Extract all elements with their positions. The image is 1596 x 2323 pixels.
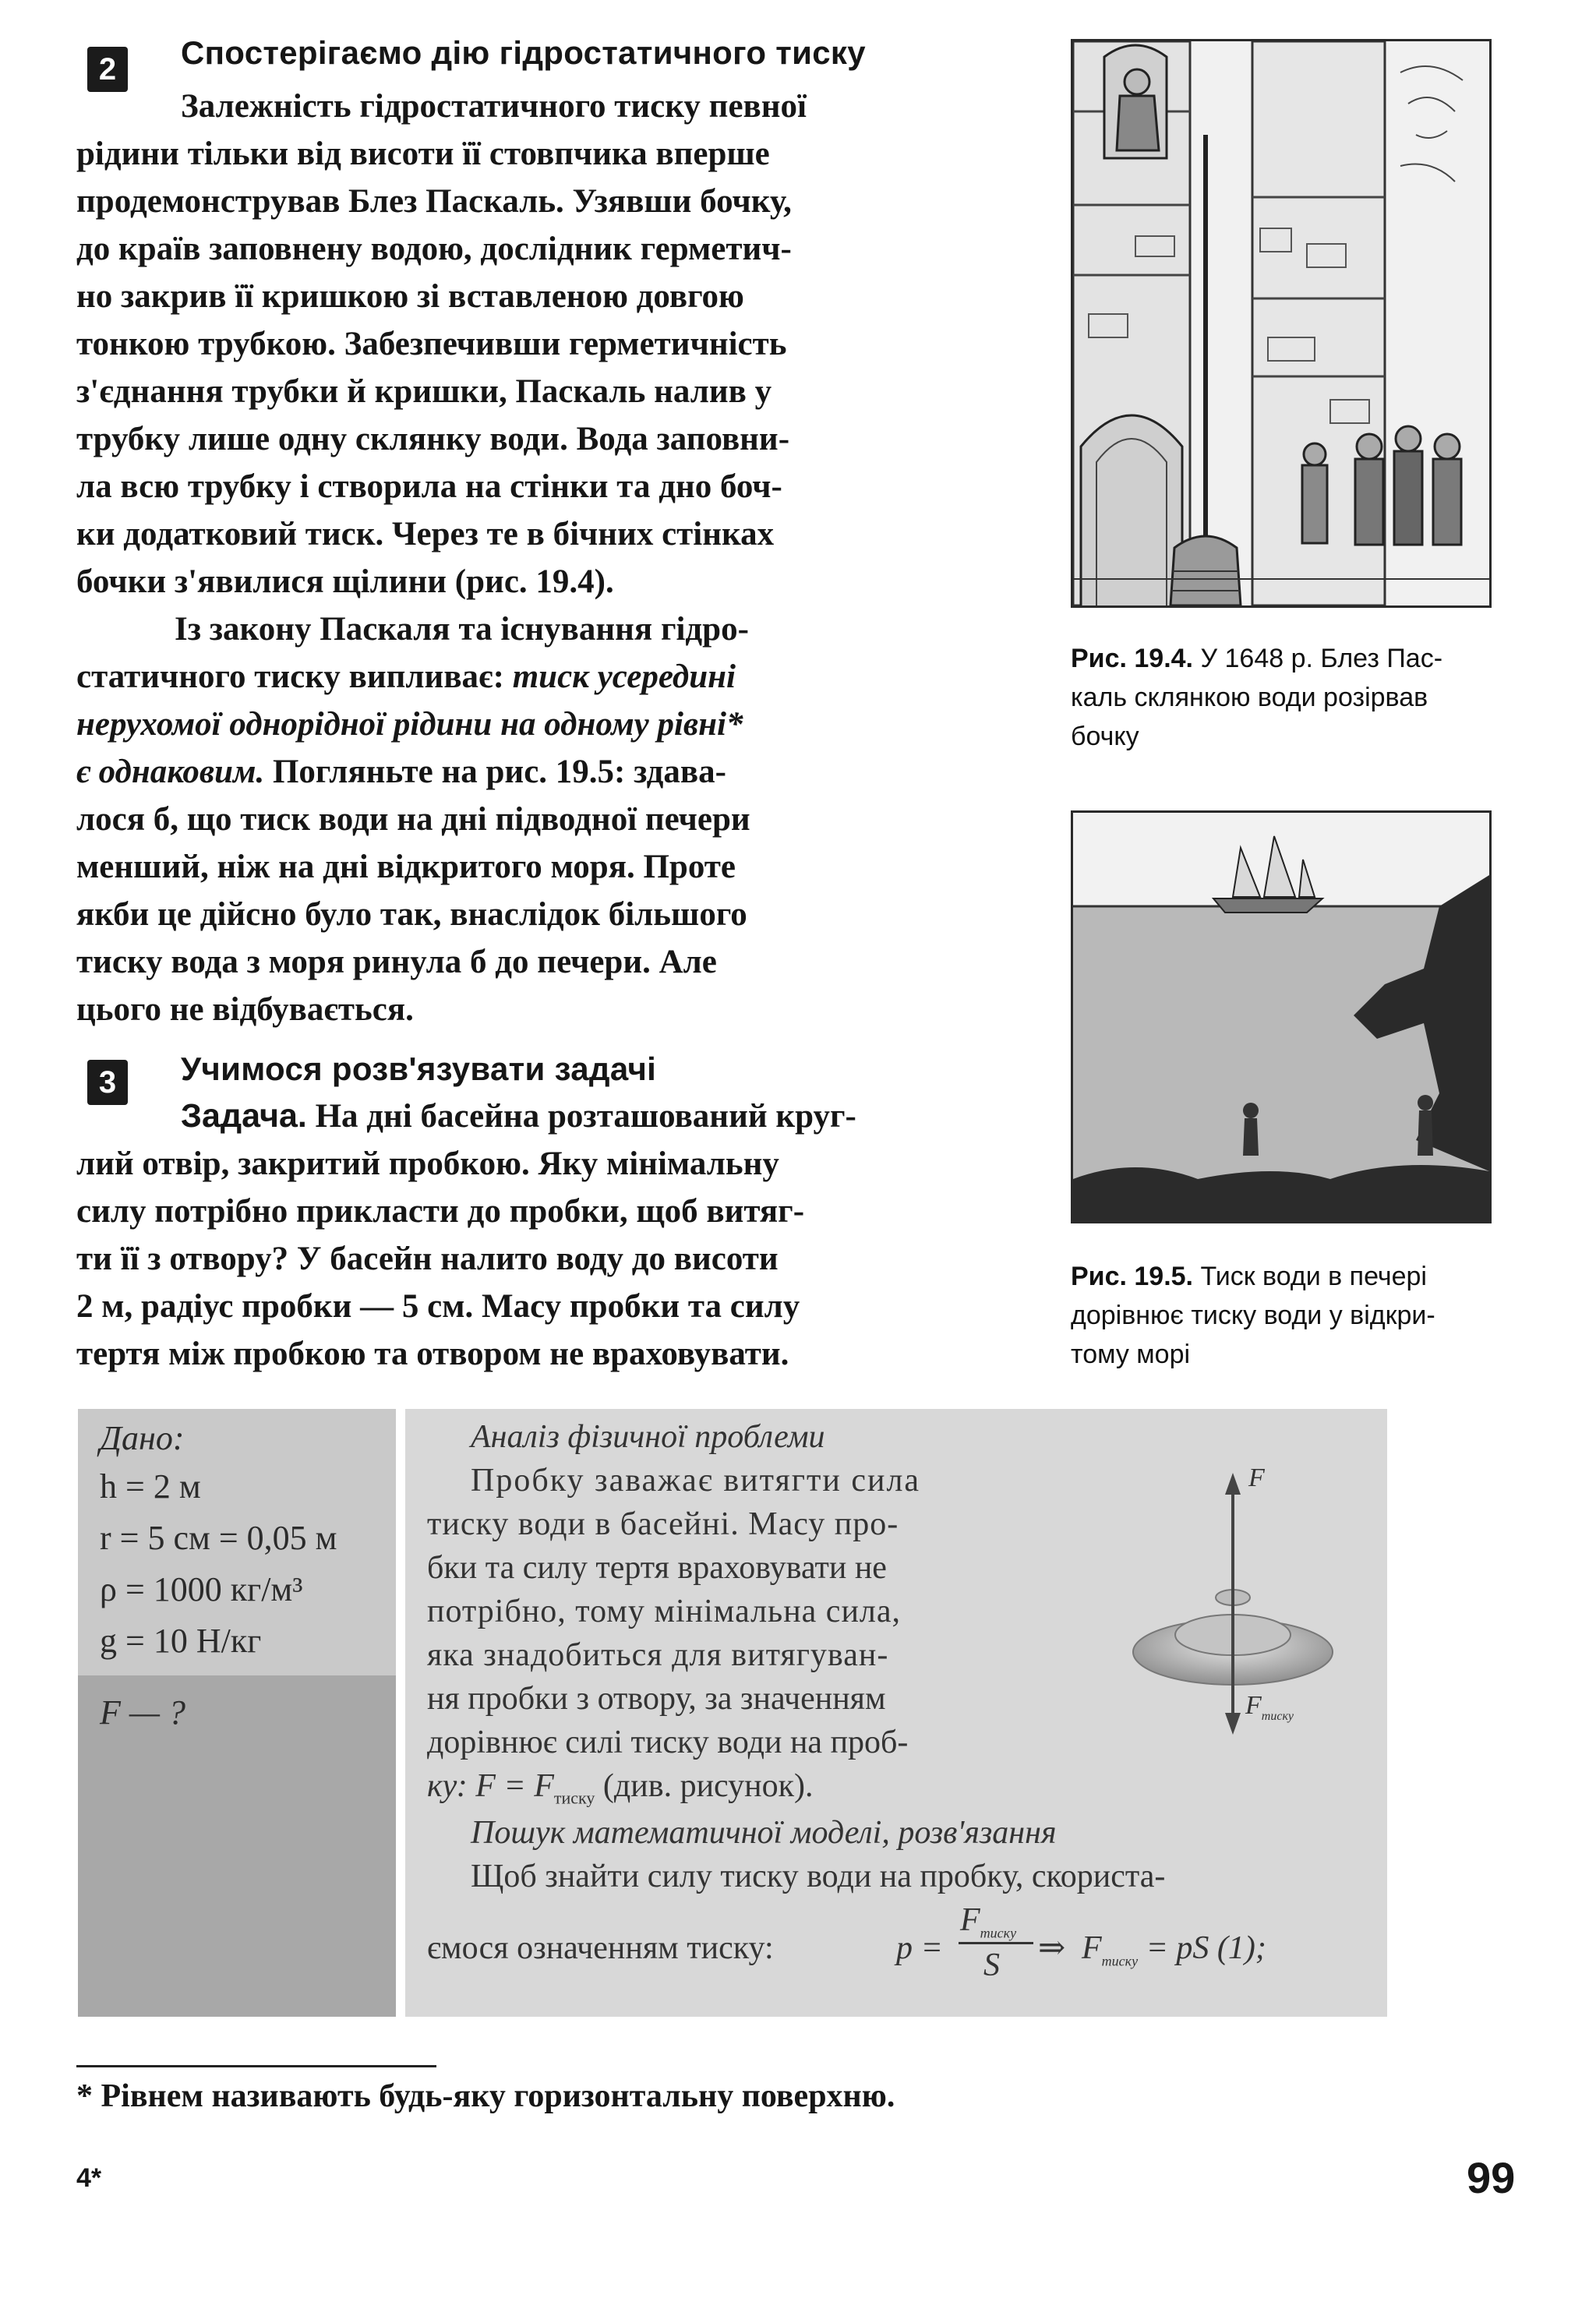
- text-line: бочки з'явилися щілини (рис. 19.4).: [76, 563, 614, 600]
- text-line: продемонстрував Блез Паскаль. Узявши бочку,: [76, 183, 792, 220]
- given-item: g = 10 Н/кг: [100, 1622, 262, 1660]
- implies-arrow: ⇒: [1038, 1930, 1066, 1966]
- given-item: r = 5 см = 0,05 м: [100, 1519, 337, 1557]
- fraction-bar: [959, 1942, 1033, 1944]
- section-3-title: Учимося розв'язувати задачі: [181, 1050, 657, 1087]
- sea-cave-illustration: [1073, 813, 1489, 1221]
- task-label: Задача.: [181, 1097, 307, 1135]
- text-line: 2 м, радіус пробки — 5 см. Масу пробки та силу: [76, 1288, 800, 1325]
- given-title: Дано:: [100, 1419, 185, 1457]
- text-line: статичного тиску випливає: тиск усередині: [76, 658, 736, 695]
- text-line: тиску вода з моря ринула б до печери. Але: [76, 944, 717, 980]
- caption-line: бочку: [1071, 722, 1139, 751]
- emphasis-text: є однаковим.: [76, 754, 265, 790]
- figure-19-5-caption: [1071, 1257, 1523, 1374]
- emphasis-text: нерухомої однорідної рідини на одному рівні*: [76, 706, 743, 743]
- text-line: лося б, що тиск води на дні підводної печери: [76, 801, 750, 838]
- diver-figure: [1418, 1095, 1433, 1156]
- given-item: h = 2 м: [100, 1467, 201, 1506]
- plug-force-diagram: [1122, 1457, 1340, 1761]
- text-line: Задача. На дні басейна розташований круг-: [181, 1097, 856, 1135]
- diver-figure: [1243, 1103, 1259, 1156]
- text-line: тертя між пробкою та отвором не враховувати.: [76, 1336, 789, 1372]
- model-line: Щоб знайти силу тиску води на пробку, скориста-: [471, 1859, 1166, 1894]
- text-line: цього не відбувається.: [76, 991, 414, 1028]
- emphasis-text: тиск усередині: [512, 658, 736, 695]
- footnote: * Рівнем називають будь-яку горизонтальну поверхню.: [76, 2078, 895, 2114]
- text-line: менший, ніж на дні відкритого моря. Проте: [76, 849, 736, 885]
- caption-line: Рис. 19.5. Тиск води в печері: [1071, 1262, 1427, 1291]
- text-line: ла всю трубку і створила на стінки та дно боч-: [76, 468, 782, 505]
- analysis-line: яка знадобиться для витягуван-: [427, 1637, 889, 1673]
- page-number: 99: [1467, 2153, 1516, 2202]
- analysis-line: ня пробки з отвору, за значенням: [427, 1681, 886, 1717]
- section-3-badge: 3: [87, 1060, 128, 1105]
- text-line: до країв заповнену водою, дослідник герметич-: [76, 231, 792, 267]
- pascal-barrel-illustration: [1073, 41, 1489, 605]
- text-line: ки додатковий тиск. Через те в бічних стінках: [76, 516, 775, 553]
- figure-19-4-pascal-barrel: [1071, 39, 1492, 608]
- analysis-line: дорівнює силі тиску води на проб-: [427, 1725, 909, 1760]
- caption-line: каль склянкою води розірвав: [1071, 683, 1428, 712]
- pressure-formula: [896, 1901, 1364, 1987]
- footnote-divider: [76, 2065, 436, 2067]
- formula-rhs: $F_{тиску}$ = pS (1);: [1082, 1930, 1266, 1969]
- text-line: якби це дійсно було так, внаслідок більшого: [76, 896, 747, 933]
- caption-line: Рис. 19.4. У 1648 р. Блез Пас-: [1071, 644, 1443, 673]
- caption-line: тому морі: [1071, 1340, 1191, 1369]
- text-line: трубку лише одну склянку води. Вода заповни-: [76, 421, 790, 457]
- given-item: ρ = 1000 кг/м³: [100, 1570, 303, 1608]
- section-2-badge: 2: [87, 47, 128, 92]
- text-line: лий отвір, закритий пробкою. Яку мінімальну: [76, 1146, 779, 1182]
- caption-label: Рис. 19.4.: [1071, 644, 1194, 673]
- analysis-line: тиску води в басейні. Масу про-: [427, 1506, 899, 1542]
- section-2-title: Спостерігаємо дію гідростатичного тиску: [181, 34, 866, 71]
- text-line: з'єднання трубки й кришки, Паскаль налив у: [76, 373, 772, 410]
- text-line: силу потрібно прикласти до пробки, щоб витяг-: [76, 1193, 805, 1230]
- unknown-item: F — ?: [100, 1693, 185, 1732]
- model-line: ємося означенням тиску:: [427, 1930, 774, 1966]
- text-line: рідини тільки від висоти її стовпчика вперше: [76, 136, 770, 172]
- signature-mark: 4*: [76, 2163, 102, 2193]
- analysis-line: ку: $F = F_{тиску}$ (див. рисунок).: [427, 1768, 814, 1808]
- section-3-body: [76, 1093, 998, 1378]
- section-2-body: [76, 83, 998, 1033]
- force-up-label: F: [1248, 1463, 1265, 1492]
- analysis-line: Пробку заважає витягти сила: [471, 1463, 921, 1499]
- force-down-label: $F_{тиску}$: [1245, 1691, 1294, 1723]
- formula-denominator: S: [983, 1947, 1000, 1983]
- analysis-line: потрібно, тому мінімальна сила,: [427, 1594, 902, 1629]
- text-line: є однаковим. Погляньте на рис. 19.5: здава-: [76, 754, 726, 790]
- text-line: Із закону Паскаля та існування гідро-: [175, 611, 749, 648]
- figure-19-5-sea-cave: [1071, 810, 1492, 1223]
- caption-label: Рис. 19.5.: [1071, 1262, 1194, 1291]
- formula-lhs: p =: [896, 1930, 943, 1966]
- text-line: тонкою трубкою. Забезпечивши герметичність: [76, 326, 787, 362]
- caption-line: дорівнює тиску води у відкри-: [1071, 1301, 1435, 1330]
- text-line: Залежність гідростатичного тиску певної: [181, 88, 807, 125]
- figure-19-4-caption: [1071, 639, 1523, 756]
- model-title: Пошук математичної моделі, розв'язання: [471, 1815, 1057, 1851]
- formula-numerator: $F_{тиску}$: [960, 1902, 1017, 1941]
- text-line: но закрив її кришкою зі вставленою довгою: [76, 278, 744, 315]
- analysis-title: Аналіз фізичної проблеми: [471, 1419, 825, 1455]
- analysis-line: бки та силу тертя враховувати не: [427, 1550, 887, 1586]
- text-line: ти її з отвору? У басейн налито воду до висоти: [76, 1241, 779, 1277]
